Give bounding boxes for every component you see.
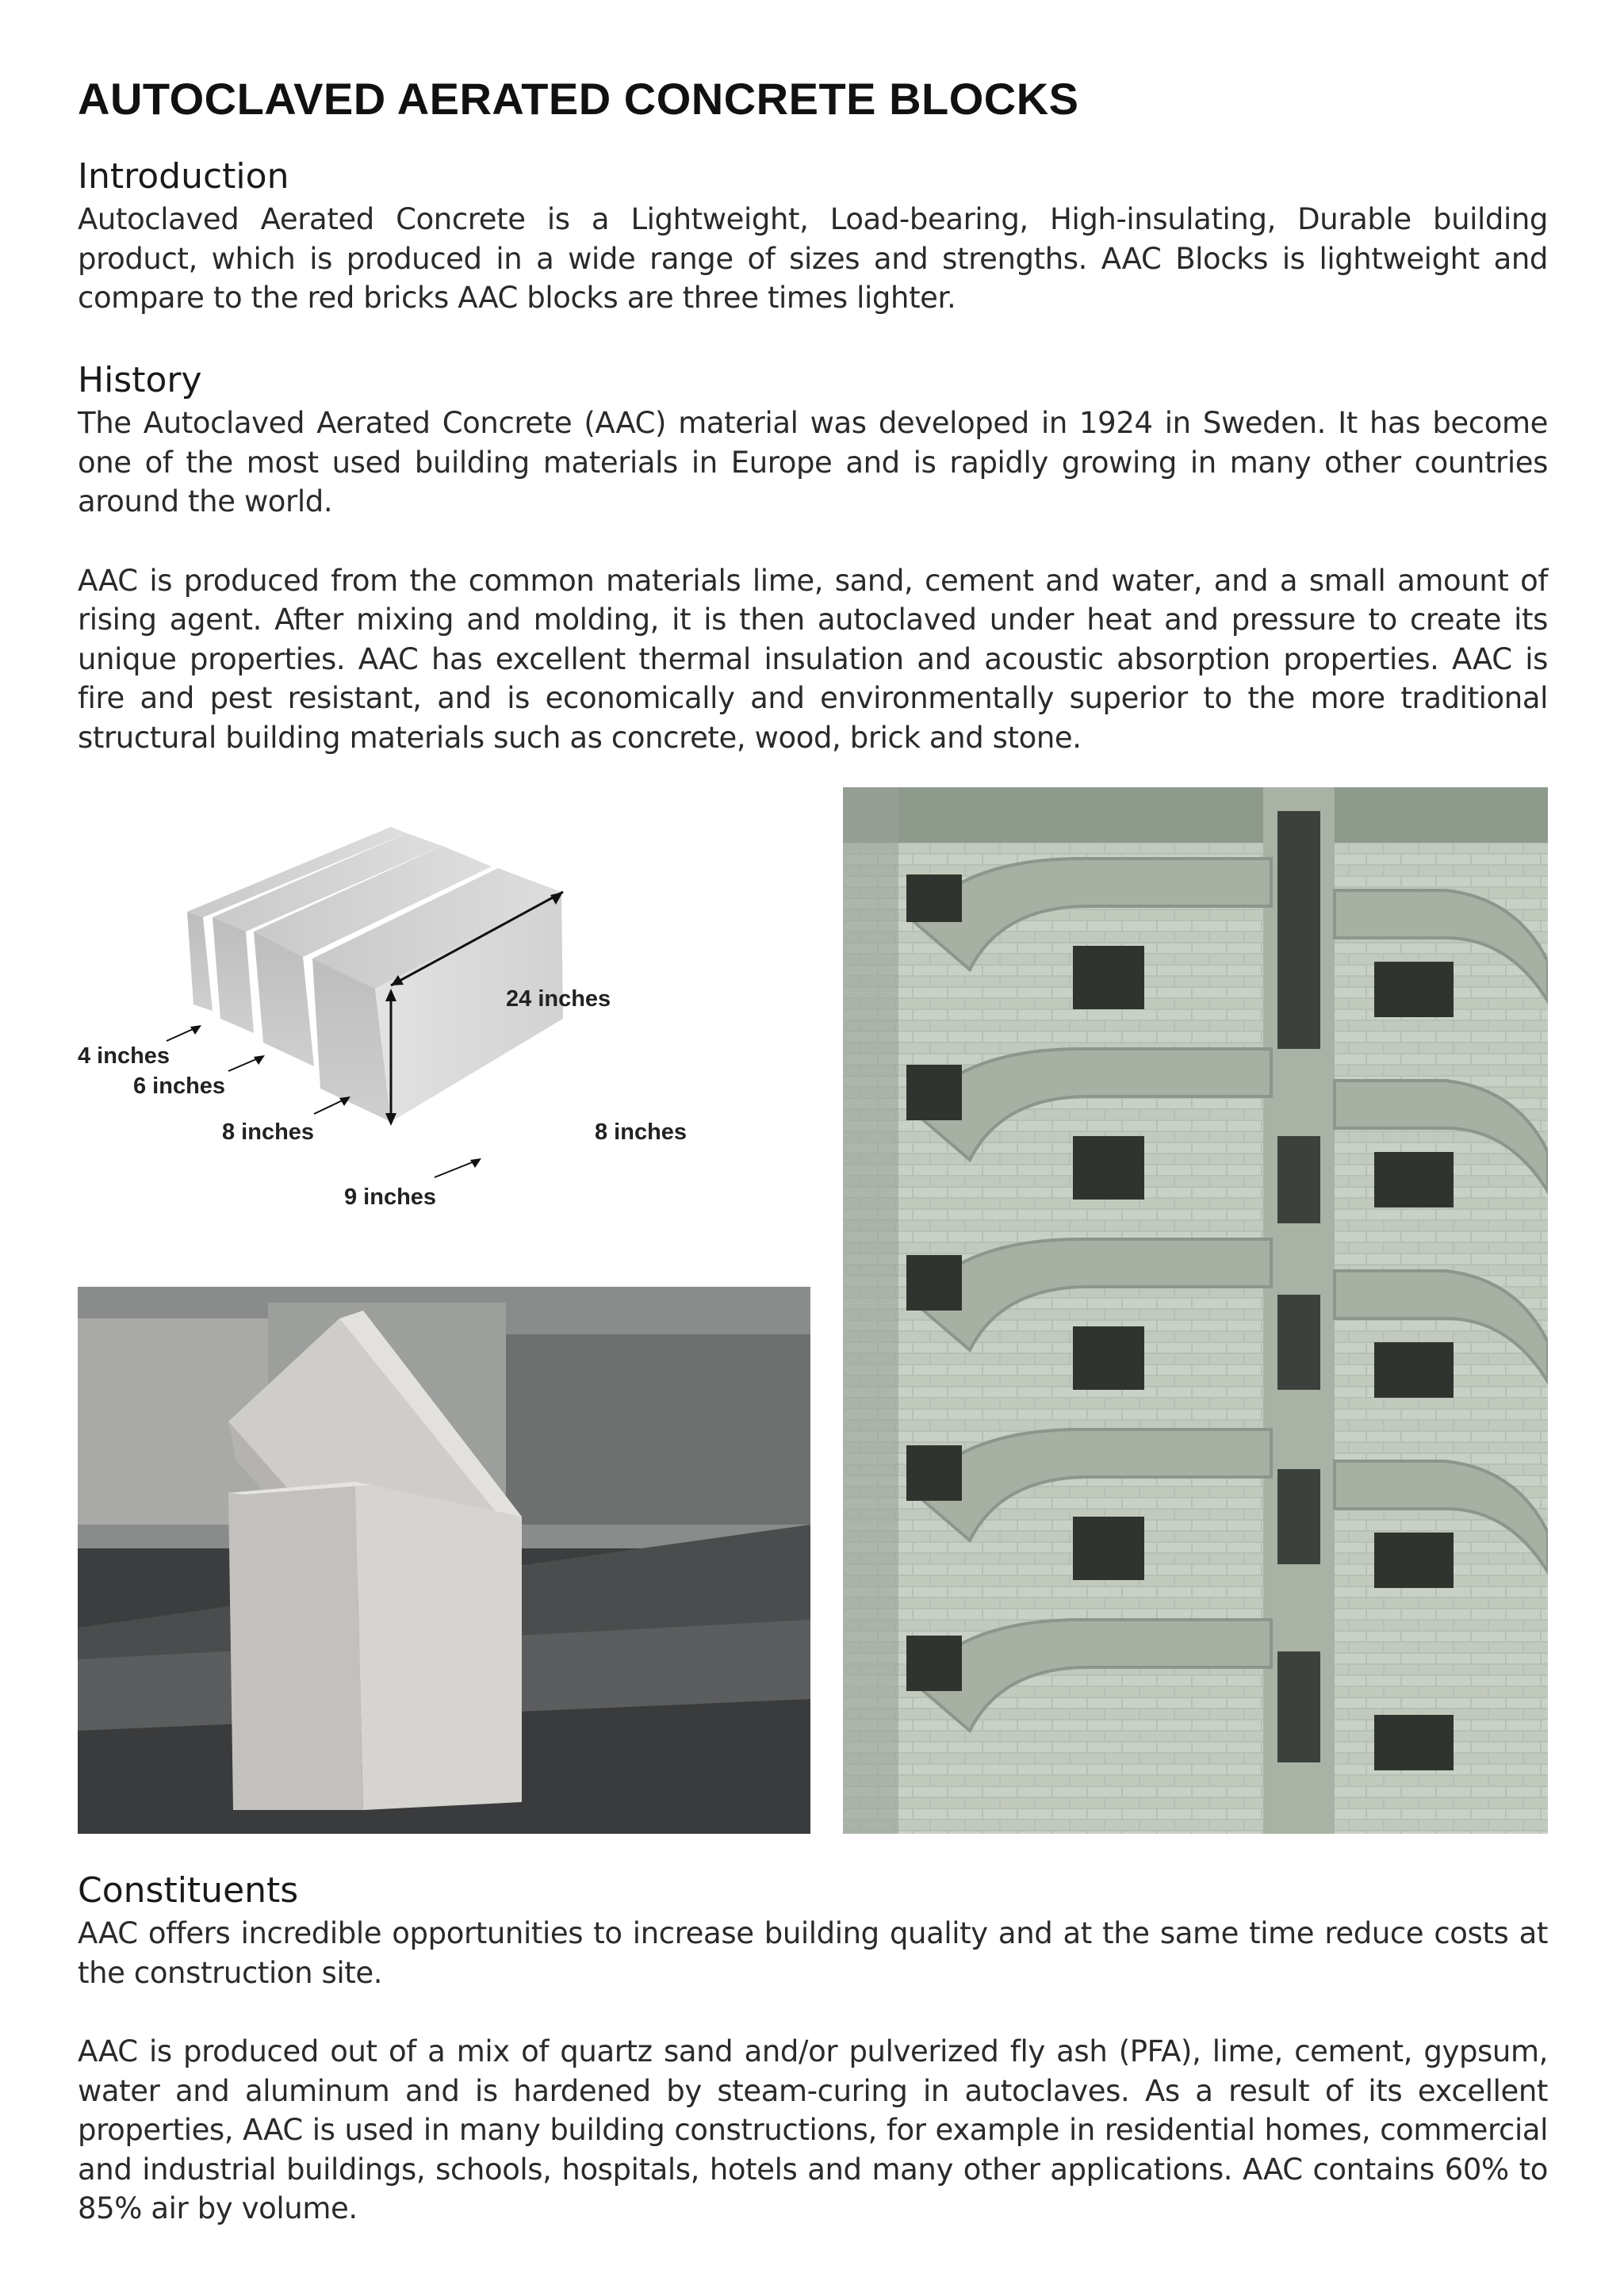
- dim-label-6: 6 inches: [133, 1073, 226, 1099]
- aac-blocks-photo: [78, 1287, 810, 1834]
- dim-label-24: 24 inches: [506, 986, 611, 1012]
- section-constituents: [78, 1869, 1548, 2229]
- aac-block-dimensions-image: [78, 781, 810, 1241]
- history-paragraph-1: The Autoclaved Aerated Concrete (AAC) material was developed in 1924 in Sweden. It has become one of the most used building materials in Europe and is rapidly growing in many other countries around the world.: [78, 406, 1548, 519]
- constituents-paragraph-2: AAC is produced out of a mix of quartz sand and/or pulverized fly ash (PFA), lime, cement, gypsum, water and aluminum and is hardened by steam-curing in autoclaves. As a result of its excellent properties, AAC is used in many building constructions, for example in residential homes, commercial and industrial buildings, schools, hospitals, hotels and many other applications. AAC contains 60% to 85% air by volume.: [78, 2034, 1548, 2225]
- dim-label-4: 4 inches: [78, 1043, 170, 1069]
- aac-building-construction-photo: [843, 787, 1548, 1834]
- section-history: [78, 359, 1548, 757]
- page-title: AUTOCLAVED AERATED CONCRETE BLOCKS: [78, 74, 1079, 124]
- dim-label-8-height: 8 inches: [595, 1119, 688, 1145]
- dim-label-9: 9 inches: [344, 1184, 437, 1210]
- section-introduction: [78, 155, 1548, 318]
- constituents-paragraph-1: AAC offers incredible opportunities to increase building quality and at the same time reduce costs at the construction site.: [78, 1916, 1548, 1990]
- dim-label-8-width: 8 inches: [222, 1119, 315, 1145]
- introduction-paragraph: Autoclaved Aerated Concrete is a Lightweight, Load-bearing, High-insulating, Durable building product, which is produced in a wide range of sizes and strengths. AAC Blocks is lightweight and compare to the red bricks AAC blocks are three times lighter.: [78, 202, 1548, 315]
- history-paragraph-2: AAC is produced from the common materials lime, sand, cement and water, and a small amount of rising agent. After mixing and molding, it is then autoclaved under heat and pressure to create its unique properties. AAC has excellent thermal insulation and acoustic absorption properties. AAC is fire and pest resistant, and is economically and environmentally superior to the more traditional structural building materials such as concrete, wood, brick and stone.: [78, 563, 1548, 755]
- introduction-heading: Introduction: [78, 156, 289, 197]
- constituents-heading: Constituents: [78, 1870, 299, 1911]
- history-heading: History: [78, 360, 202, 400]
